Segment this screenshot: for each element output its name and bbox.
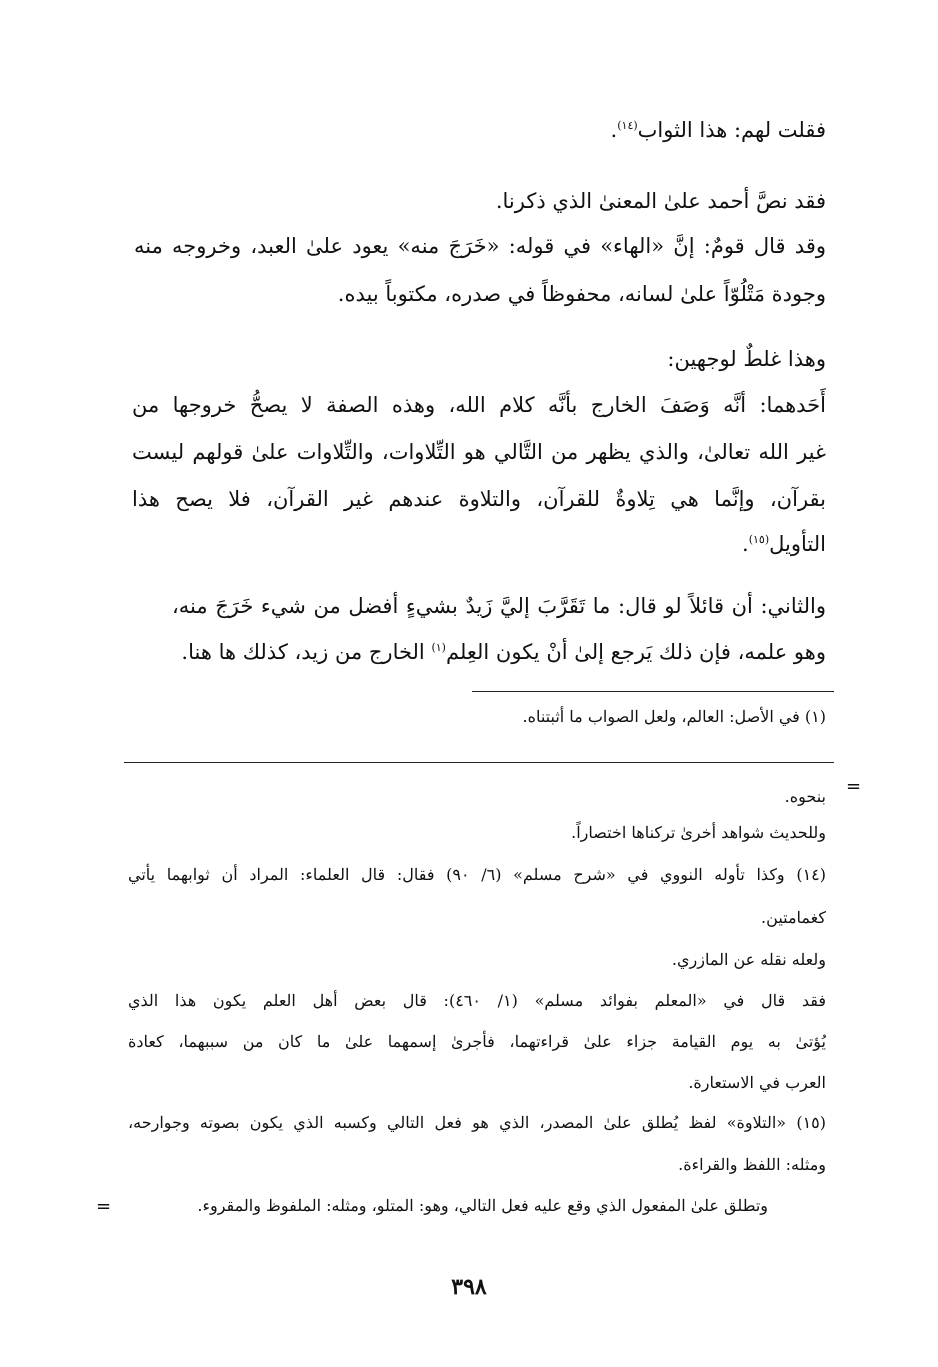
note-14-line-3: ولعله نقله عن المازري. [671, 950, 826, 969]
note-14-line-1: (١٤) وكذا تأوله النووي في «شرح مسلم» (٦/ ٩٠) فقال: قال العلماء: المراد أن ثوابهما يأتي [128, 865, 826, 884]
footnote-ref-14: (١٤) [617, 119, 638, 132]
continuation-marker-top: = [846, 776, 862, 797]
note-14-line-6: العرب في الاستعارة. [688, 1073, 826, 1092]
note-14-line-2: كغمامتين. [761, 908, 826, 927]
body-line-6: أَحَدهما: أنَّه وَصَفَ الخارج بأنَّه كلام الله، وهذه الصفة لا يصحُّ خروجها من [132, 393, 826, 417]
footnote-separator-long [124, 762, 834, 763]
body-line-5: وهذا غلطٌ لوجهين: [667, 347, 826, 371]
body-line-3: وقد قال قومٌ: إنَّ «الهاء» في قوله: «خَرَجَ منه» يعود علىٰ العبد، وخروجه منه [134, 234, 826, 258]
body-line-1 [611, 118, 826, 142]
note-14-line-5: يُؤتىٰ به يوم القيامة جزاء علىٰ قراءتهما، فأجرىٰ إسمهما علىٰ ما كان من سببهما، كعادة [128, 1032, 826, 1051]
body-line-2: فقد نصَّ أحمد علىٰ المعنىٰ الذي ذكرنا. [495, 189, 826, 213]
note-15-line-3: وتطلق علىٰ المفعول الذي وقع عليه فعل التالي، وهو: المتلو، ومثله: الملفوظ والمقروء. [197, 1196, 768, 1215]
note-15-line-2: ومثله: اللفظ والقراءة. [678, 1155, 826, 1174]
body-line-11 [181, 640, 826, 664]
note-cont-line-1: بنحوه. [784, 787, 826, 806]
body-line-1-end: . [610, 118, 618, 142]
body-line-9-end: . [742, 532, 749, 556]
body-line-9-text: التأويل [769, 532, 826, 556]
footnote-ref-1: (١) [431, 641, 446, 654]
footnote-1: (١) في الأصل: العالم، ولعل الصواب ما أثبتناه. [522, 707, 826, 726]
body-line-10: والثاني: أن قائلاً لو قال: ما تَقَرَّبَ إليَّ زَيدٌ بشيءٍ أفضل من شيء خَرَجَ منه، [172, 594, 826, 618]
body-line-8: بقرآن، وإنَّما هي تِلاوةٌ للقرآن، والتلاوة عندهم غير القرآن، فلا يصح هذا [132, 487, 826, 511]
body-line-9 [742, 532, 826, 556]
note-14-line-4: فقد قال في «المعلم بفوائد مسلم» (١/ ٤٦٠): قال بعض أهل العلم يكون هذا الذي [128, 991, 826, 1010]
footnote-separator-short [472, 691, 834, 692]
footnote-ref-15: (١٥) [748, 533, 770, 546]
body-line-11-text-a: وهو علمه، فإن ذلك يَرجع إلىٰ أنْ يكون العِلم [445, 640, 826, 664]
continuation-marker-bottom: = [96, 1196, 112, 1217]
page-number: ٣٩٨ [451, 1274, 487, 1300]
body-line-4: وجودة مَتْلُوّاً علىٰ لسانه، محفوظاً في صدره، مكتوباً بيده. [337, 282, 826, 306]
body-line-7: غير الله تعالىٰ، والذي يظهر من التَّالي هو التِّلاوات، والتِّلاوات علىٰ قولهم ليست [132, 440, 826, 464]
note-cont-line-2: وللحديث شواهد أخرىٰ تركناها اختصاراً. [571, 823, 826, 842]
body-line-11-text-b: الخارج من زيد، كذلك ها هنا. [181, 640, 425, 664]
body-line-1-text: فقلت لهم: هذا الثواب [637, 118, 826, 142]
note-15-line-1: (١٥) «التلاوة» لفظ يُطلق علىٰ المصدر، الذي هو فعل التالي وكسبه الذي يكون بصوته وجوارحه، [128, 1113, 826, 1132]
